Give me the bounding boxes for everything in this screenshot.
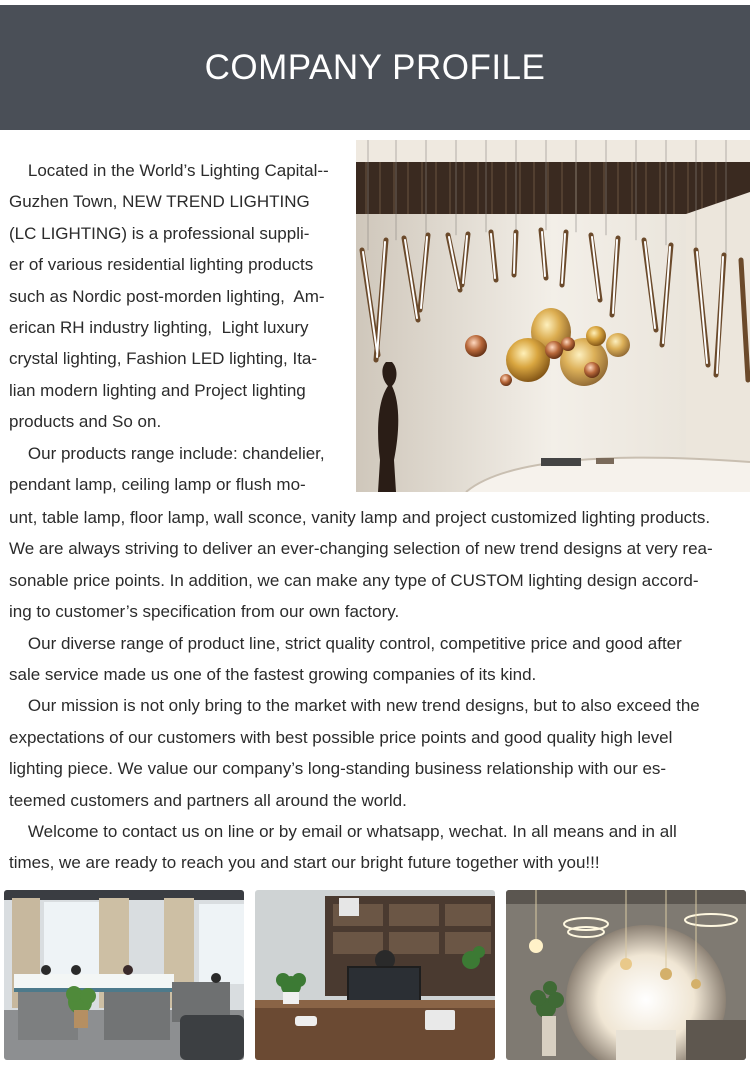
- office-illustration: [4, 890, 244, 1060]
- office-photo: [4, 890, 244, 1060]
- photo-strip: [4, 890, 748, 1060]
- profile-text-full: [9, 502, 741, 879]
- paragraph-line: sale service made us one of the fastest growing companies of its kind.: [9, 664, 537, 684]
- desk-illustration: [255, 890, 495, 1060]
- paragraph-line: sonable price points. In addition, we can make any type of CUSTOM lighting design accord-: [9, 570, 699, 590]
- paragraph-line: Our diverse range of product line, strict quality control, competitive price and good after: [9, 633, 682, 653]
- paragraph-line: teemed customers and partners all around the world.: [9, 790, 407, 810]
- paragraph-line: times, we are ready to reach you and start our bright future together with you!!!: [9, 853, 600, 873]
- paragraph-line: Our products range include: chandelier,: [9, 443, 325, 463]
- paragraph-line: We are always striving to deliver an ever-changing selection of new trend designs at very rea-: [9, 539, 713, 559]
- paragraph-line: products and So on.: [9, 412, 162, 432]
- profile-text-wrap: [9, 155, 354, 500]
- paragraph-line: crystal lighting, Fashion LED lighting, Ita-: [9, 349, 318, 369]
- paragraph-line: Guzhen Town, NEW TREND LIGHTING: [9, 192, 310, 212]
- showroom-photo: [356, 140, 750, 492]
- page-title: COMPANY PROFILE: [204, 47, 546, 87]
- paragraph-line: Located in the World’s Lighting Capital--: [9, 161, 329, 180]
- desk-photo: [255, 890, 495, 1060]
- chandelier-illustration: [506, 890, 746, 1060]
- paragraph-line: Our mission is not only bring to the market with new trend designs, but to also exceed the: [9, 696, 700, 716]
- paragraph-line: lian modern lighting and Project lighting: [9, 380, 306, 400]
- paragraph-line: er of various residential lighting products: [9, 255, 314, 275]
- showroom-illustration: [356, 140, 750, 492]
- paragraph-line: unt, table lamp, floor lamp, wall sconce, vanity lamp and project customized lighting products.: [9, 508, 711, 527]
- paragraph-line: such as Nordic post-morden lighting, Am-: [9, 286, 325, 306]
- paragraph-line: lighting piece. We value our company’s long-standing business relationship with our es-: [9, 759, 667, 779]
- paragraph-line: (LC LIGHTING) is a professional suppli-: [9, 223, 310, 243]
- paragraph-line: pendant lamp, ceiling lamp or flush mo-: [9, 474, 306, 494]
- paragraph-line: expectations of our customers with best possible price points and good quality high level: [9, 727, 673, 747]
- chandelier-showroom-photo: [506, 890, 746, 1060]
- page-header: [0, 5, 750, 130]
- paragraph-line: erican RH industry lighting, Light luxury: [9, 317, 309, 337]
- paragraph-line: Welcome to contact us on line or by email or whatsapp, wechat. In all means and in all: [9, 821, 677, 841]
- paragraph-line: ing to customer’s specification from our own factory.: [9, 602, 400, 622]
